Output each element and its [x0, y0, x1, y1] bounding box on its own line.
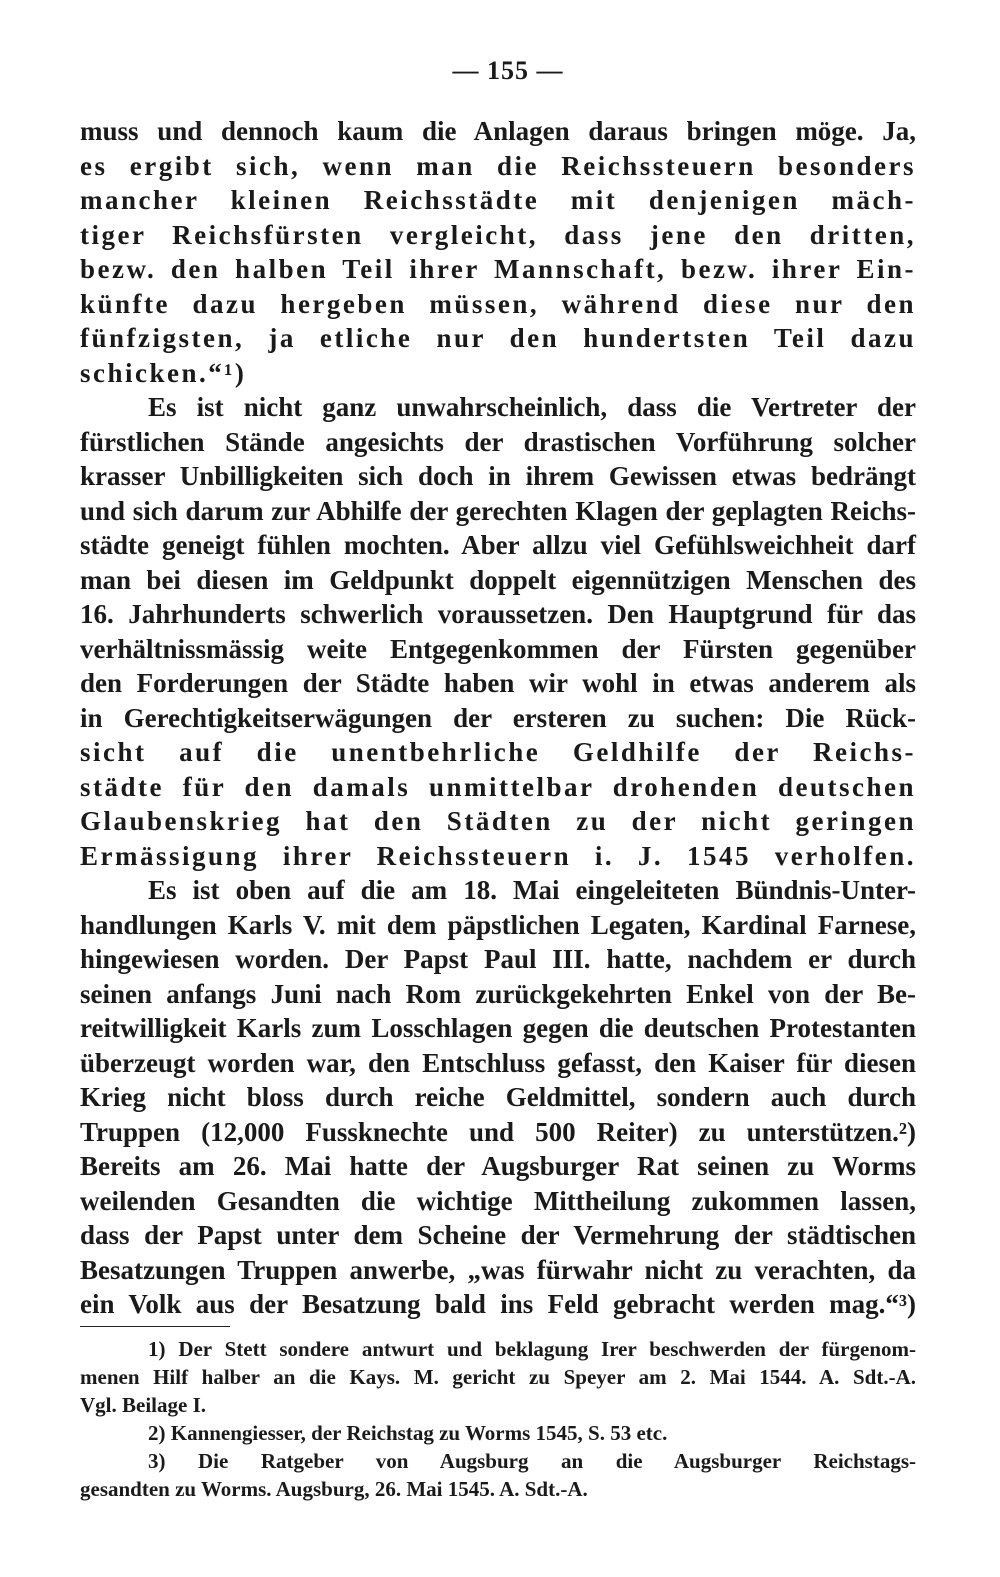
- text-line: handlungen Karls V. mit dem päpstlichen Legaten, Kardinal Farnese,: [80, 909, 916, 940]
- text-line: und sich darum zur Abhilfe der gerechten Klagen der geplagten Reichs-: [80, 495, 916, 526]
- text-line: krasser Unbilligkeiten sich doch in ihrem Gewissen etwas bedrängt: [80, 461, 916, 491]
- text-line: dass der Papst unter dem Scheine der Vermehrung der städtischen: [80, 1220, 916, 1250]
- paragraph: [80, 114, 916, 390]
- text-line: man bei diesen im Geldpunkt doppelt eigennützigen Menschen des: [80, 564, 916, 595]
- footnote-line: gesandten zu Worms. Augsburg, 26. Mai 1545. A. Sdt.-A.: [80, 1476, 588, 1501]
- text-line: sicht auf die unentbehrliche Geldhilfe der Reichs-: [80, 737, 916, 767]
- text-line: Es ist oben auf die am 18. Mai eingeleiteten Bündnis-Unter-: [148, 875, 916, 905]
- footnote-line: Vgl. Beilage I.: [80, 1392, 206, 1417]
- text-line: mancher kleinen Reichsstädte mit denjenigen mäch-: [80, 185, 916, 215]
- text-line: Krieg nicht bloss durch reiche Geldmittel, sondern auch durch: [80, 1082, 916, 1112]
- body-text: [80, 114, 916, 1322]
- footnote: [80, 1335, 916, 1419]
- text-line: weilenden Gesandten die wichtige Mittheilung zukommen lassen,: [80, 1185, 916, 1216]
- text-line: städte geneigt fühlen mochten. Aber allzu viel Gefühlsweichheit darf: [80, 530, 916, 560]
- footnotes: [80, 1335, 916, 1503]
- text-line: Ermässigung ihrer Reichssteuern i. J. 1545 verholfen.: [80, 840, 916, 871]
- text-line: Glaubenskrieg hat den Städten zu der nicht geringen: [80, 806, 916, 836]
- text-line: ein Volk aus der Besatzung bald ins Feld gebracht werden mag.“³): [80, 1289, 916, 1319]
- page-number: — 155 —: [452, 56, 564, 85]
- text-line: hingewiesen worden. Der Papst Paul III. hatte, nachdem er durch: [80, 944, 916, 974]
- text-line: künfte dazu hergeben müssen, während diese nur den: [80, 288, 916, 319]
- text-line: verhältnissmässig weite Entgegenkommen der Fürsten gegenüber: [80, 633, 916, 664]
- text-line: in Gerechtigkeitserwägungen der ersteren zu suchen: Die Rück-: [80, 702, 916, 733]
- footnote-line: 3) Die Ratgeber von Augsburg an die Augsburger Reichstags-: [148, 1448, 916, 1473]
- text-line: Es ist nicht ganz unwahrscheinlich, dass die Vertreter der: [148, 392, 916, 422]
- text-line: muss und dennoch kaum die Anlagen daraus bringen möge. Ja,: [80, 116, 916, 146]
- text-line: bezw. den halben Teil ihrer Mannschaft, bezw. ihrer Ein-: [80, 254, 916, 284]
- footnote-divider: [80, 1326, 230, 1327]
- text-line: schicken.“¹): [80, 357, 247, 388]
- text-line: fünfzigsten, ja etliche nur den hundertsten Teil dazu: [80, 323, 916, 353]
- text-line: Besatzungen Truppen anwerbe, „was fürwahr nicht zu verachten, da: [80, 1254, 916, 1285]
- text-line: fürstlichen Stände angesichts der drastischen Vorführung solcher: [80, 426, 916, 457]
- text-line: tiger Reichsfürsten vergleicht, dass jene den dritten,: [80, 219, 916, 250]
- footnote-line: 1) Der Stett sondere antwurt und beklagung Irer beschwerden der fürgenom-: [148, 1336, 916, 1361]
- text-line: reitwilligkeit Karls zum Losschlagen gegen die deutschen Protestanten: [80, 1013, 916, 1043]
- footnote-line: 2) Kannengiesser, der Reichstag zu Worms 1545, S. 53 etc.: [148, 1420, 668, 1445]
- footnote-line: menen Hilf halber an die Kays. M. gericht zu Speyer am 2. Mai 1544. A. Sdt.-A.: [80, 1364, 916, 1389]
- footnote: [80, 1419, 916, 1447]
- text-line: 16. Jahrhunderts schwerlich voraussetzen. Den Hauptgrund für das: [80, 599, 916, 629]
- footnote: [80, 1447, 916, 1503]
- text-line: den Forderungen der Städte haben wir wohl in etwas anderem als: [80, 668, 916, 698]
- text-line: Truppen (12,000 Fussknechte und 500 Reiter) zu unterstützen.²): [80, 1116, 916, 1147]
- text-line: Bereits am 26. Mai hatte der Augsburger Rat seinen zu Worms: [80, 1151, 916, 1181]
- text-line: es ergibt sich, wenn man die Reichssteuern besonders: [80, 150, 916, 181]
- text-line: städte für den damals unmittelbar drohenden deutschen: [80, 771, 916, 802]
- text-line: überzeugt worden war, den Entschluss gefasst, den Kaiser für diesen: [80, 1047, 916, 1078]
- paragraph: [80, 390, 916, 873]
- paragraph: [80, 873, 916, 1322]
- text-line: seinen anfangs Juni nach Rom zurückgekehrten Enkel von der Be-: [80, 978, 916, 1009]
